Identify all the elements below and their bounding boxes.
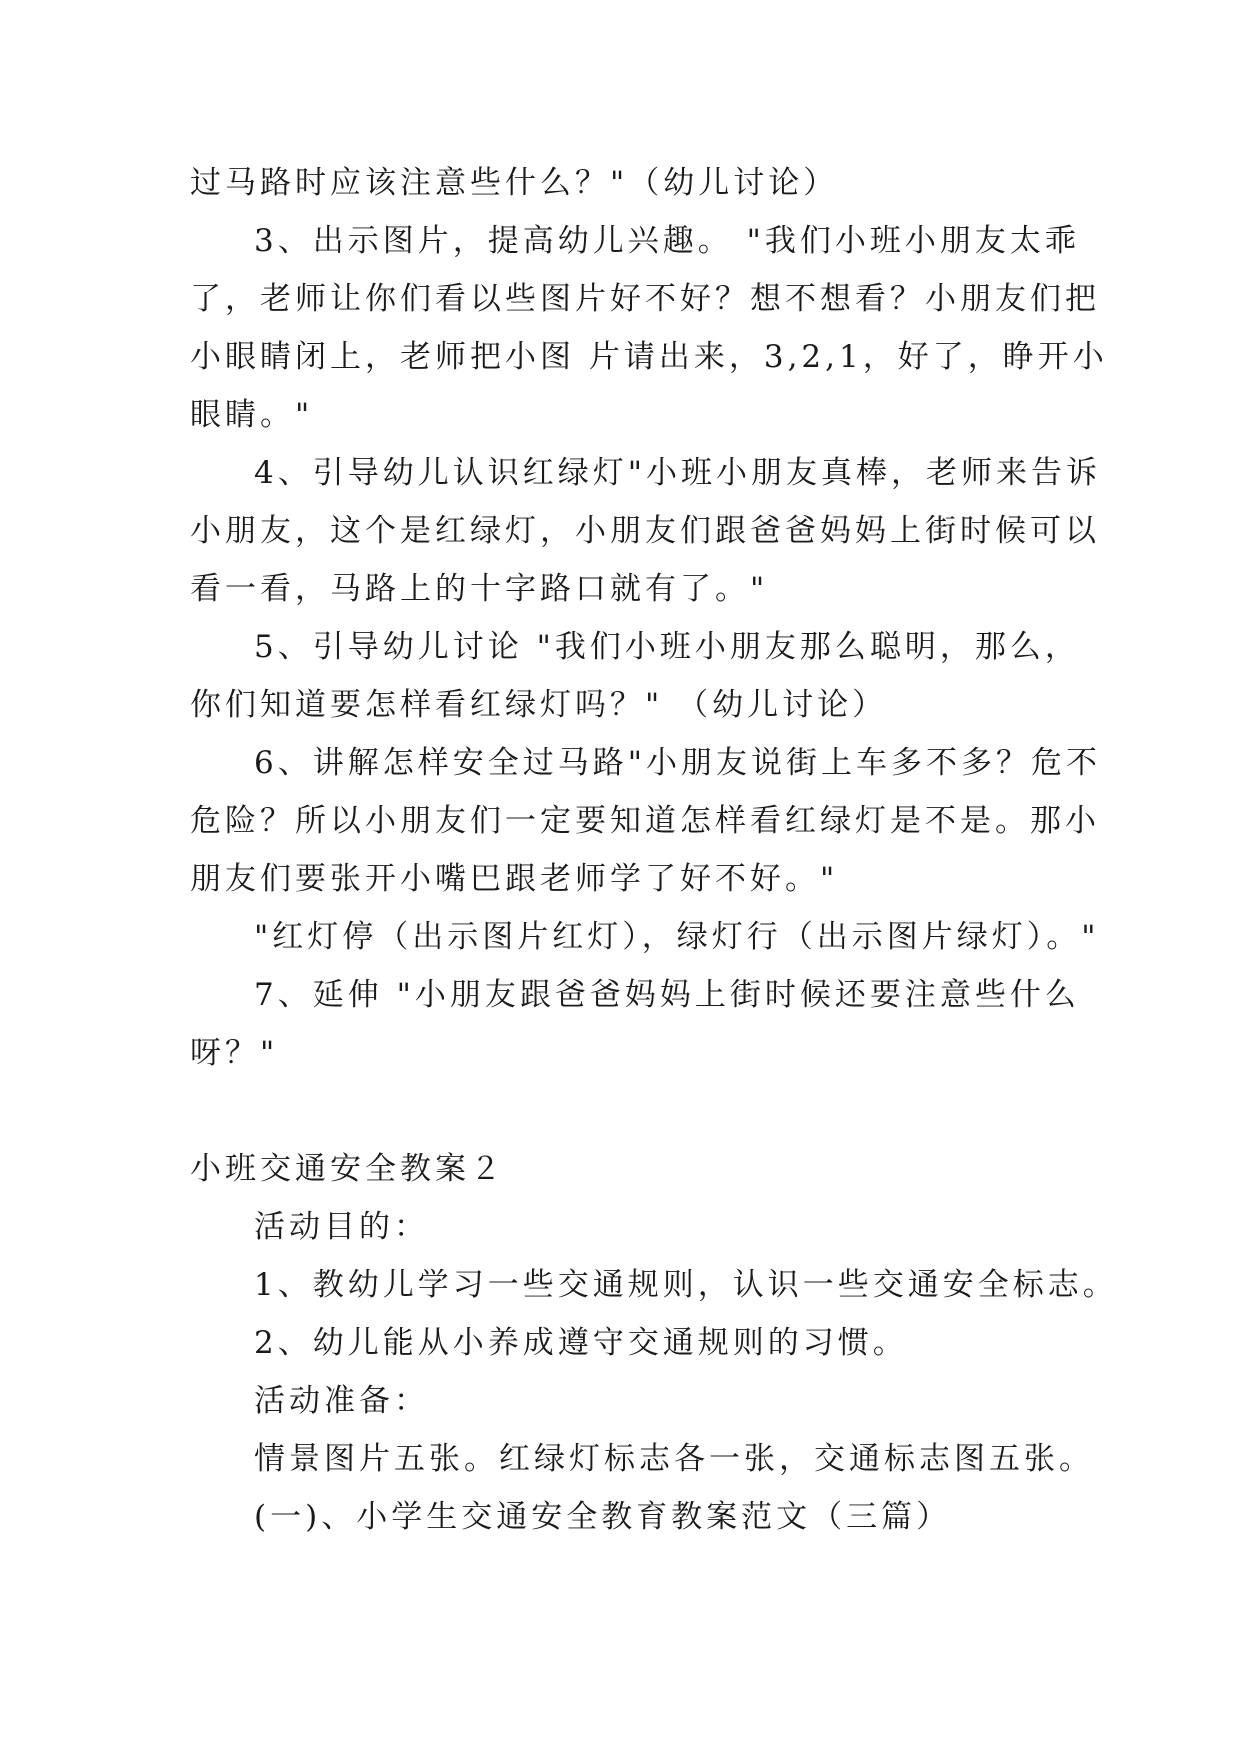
text-line: 活动目的： [254,1209,429,1245]
text-line: 呀？" [190,1035,279,1071]
text-line: 眼睛。" [190,397,314,433]
text-line: 7、延伸 "小朋友跟爸爸妈妈上街时候还要注意些什么 [254,977,1080,1013]
text-line: 6、讲解怎样安全过马路"小朋友说街上车多不多？危不 [254,745,1101,781]
text-line: 你们知道要怎样看红绿灯吗？" （幼儿讨论） [190,687,888,723]
text-line: 看一看，马路上的十字路口就有了。" [190,571,769,607]
text-line: 危险？所以小朋友们一定要知道怎样看红绿灯是不是。那小 [190,803,1100,839]
text-line: 4、引导幼儿认识红绿灯"小班小朋友真棒，老师来告诉 [254,455,1101,491]
text-line: 2、幼儿能从小养成遵守交通规则的习惯。 [254,1325,908,1361]
text-line: 情景图片五张。红绿灯标志各一张，交通标志图五张。 [254,1441,1094,1477]
text-line: 5、引导幼儿讨论 "我们小班小朋友那么聪明，那么， [254,629,1080,665]
text-line: 3、出示图片，提高幼儿兴趣。 "我们小班小朋友太乖 [254,223,1080,259]
text-line: 1、教幼儿学习一些交通规则，认识一些交通安全标志。 [254,1267,1118,1303]
text-line: 小朋友，这个是红绿灯，小朋友们跟爸爸妈妈上街时候可以 [190,513,1100,549]
text-line: 小眼睛闭上，老师把小图 片请出来，3,2,1，好了，睁开小 [190,339,1108,375]
text-line: 活动准备： [254,1383,429,1419]
text-line: 了，老师让你们看以些图片好不好？想不想看？小朋友们把 [190,281,1100,317]
section-heading: 小班交通安全教案２ [190,1151,505,1187]
text-line: 过马路时应该注意些什么？"（幼儿讨论） [190,165,839,201]
text-line: "红灯停（出示图片红灯），绿灯行（出示图片绿灯）。" [254,919,1100,955]
text-line: (一)、小学生交通安全教育教案范文（三篇） [254,1499,952,1535]
text-line: 朋友们要张开小嘴巴跟老师学了好不好。" [190,861,839,897]
